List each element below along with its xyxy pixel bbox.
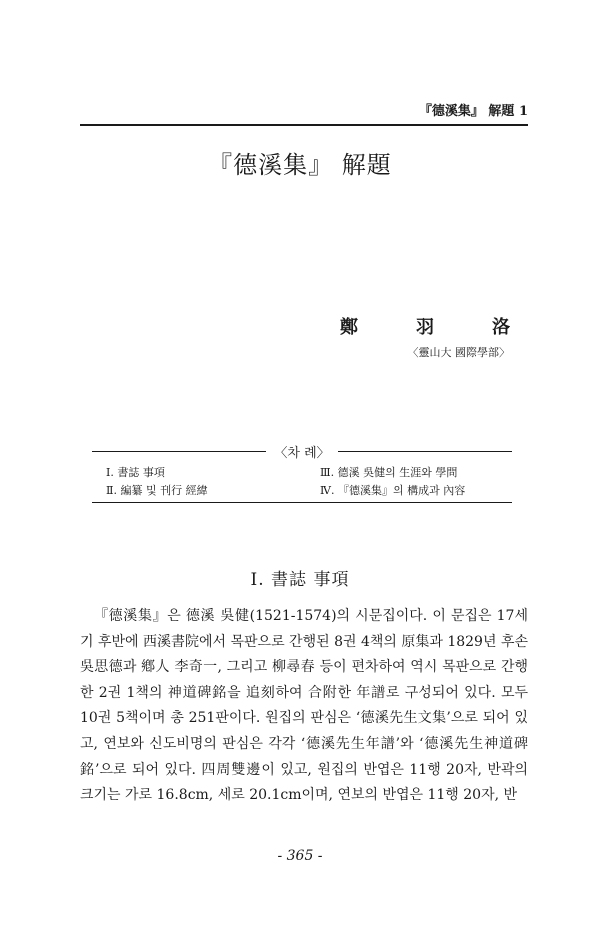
toc-right-column: [320, 464, 465, 500]
document-title: 『德溪集』 解題: [208, 151, 392, 179]
toc-item: Ⅰ. 書誌 事項: [106, 466, 165, 479]
author-name: [340, 313, 510, 339]
running-header: 『德溪集』 解題 1: [418, 104, 528, 119]
toc-left-column: [106, 464, 208, 500]
page-number: - 365 -: [277, 848, 323, 864]
toc-item: Ⅱ. 編纂 및 刊行 經緯: [106, 484, 208, 497]
table-of-contents: [92, 446, 512, 503]
toc-heading-label: 〈차 례〉: [266, 446, 337, 461]
section-heading: Ⅰ. 書誌 事項: [250, 570, 350, 590]
toc-item: Ⅳ. 『德溪集』의 構成과 內容: [320, 484, 466, 497]
author-name-char: 洛: [492, 317, 510, 338]
body-paragraph: 『德溪集』은 德溪 吳健(1521-1574)의 시문집이다. 이 문집은 17세기 후반에 西溪書院에서 목판으로 간행된 8권 4책의 原集과 1829년 후손 吳思德과 鄕人 李奇一, 그리고 柳尋春 등이 편차하여 역시 목판으로 간행한 2권 1책의 神道碑銘을 追刻하여 合附한 年譜로 구성되어 있다. 모두 10권 5책이며 총 251판이다. 원집의 판심은 ‘德溪先生文集’으로 되어 있고, 연보와 신도비명의 판심은 각각 ‘德溪先生年譜’와 ‘德溪先生神道碑銘’으로 되어 있다. 四周雙邊이 있고, 원집의 반엽은 11행 20자, 반곽의 크기는 가로 16.8cm, 세로 20.1cm이며, 연보의 반엽은 11행 20자, 반: [80, 608, 528, 804]
header-rule: [80, 124, 528, 126]
author-affiliation: 〈靈山大 國際學部〉: [407, 346, 510, 359]
author-name-char: 羽: [416, 317, 434, 338]
author-name-char: 鄭: [340, 317, 358, 338]
toc-item: Ⅲ. 德溪 吳健의 生涯와 學問: [320, 466, 458, 479]
toc-heading: [92, 442, 512, 461]
